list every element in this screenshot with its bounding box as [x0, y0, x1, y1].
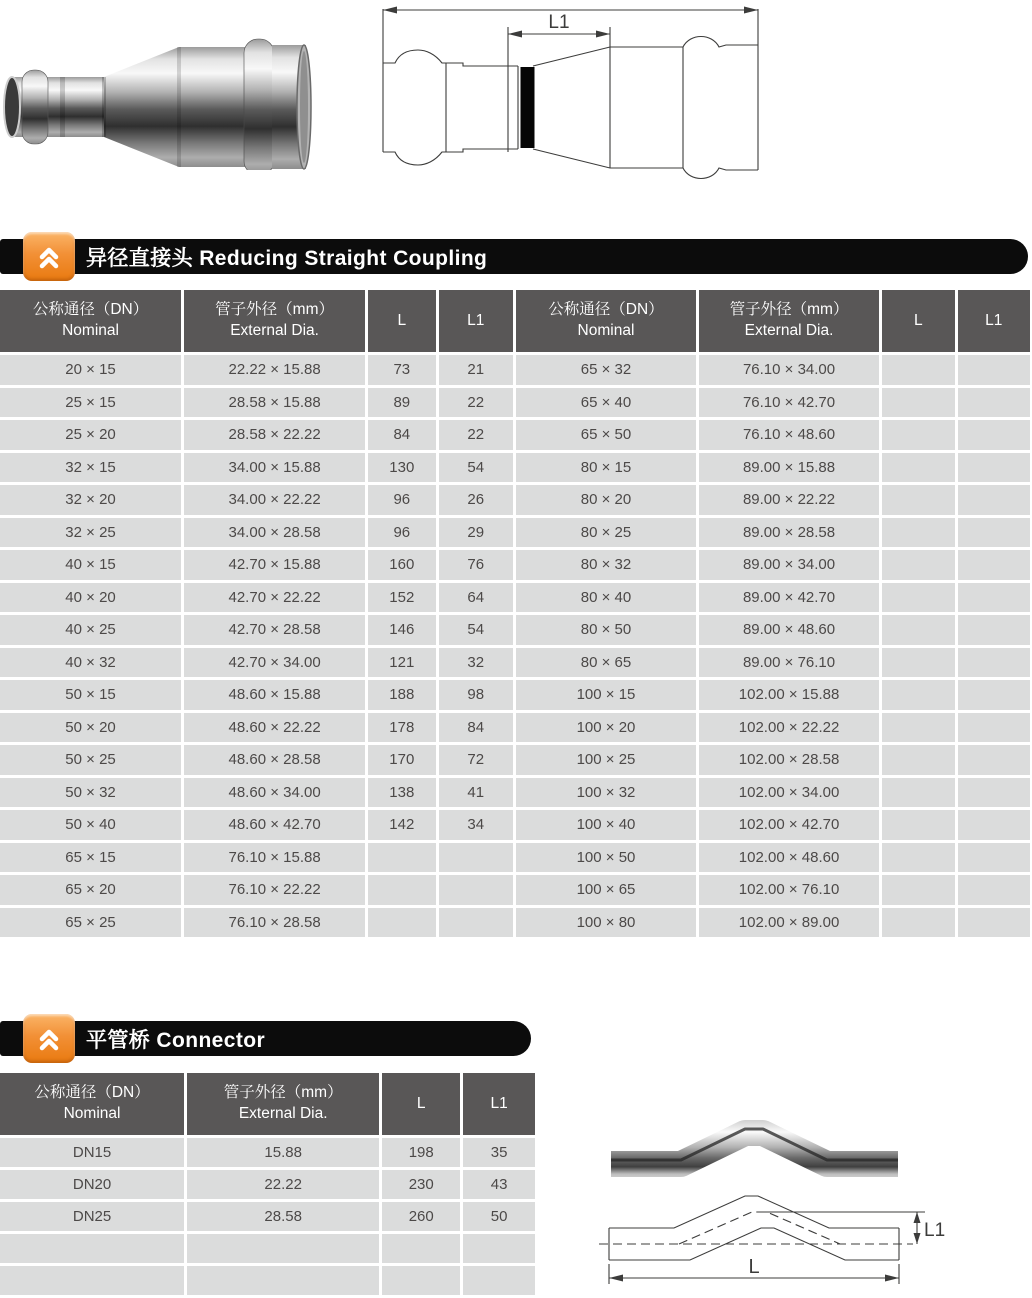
- table-cell: 48.60 × 15.88: [184, 680, 365, 710]
- table-row: [0, 420, 1030, 450]
- table-cell: 65 × 32: [516, 355, 696, 385]
- table-cell: [958, 615, 1031, 645]
- table-cell: 142: [368, 810, 435, 840]
- table-cell: [882, 908, 954, 938]
- table-cell: 102.00 × 48.60: [699, 843, 879, 873]
- table-cell: [958, 355, 1031, 385]
- dimension-l1-label: L1: [924, 1220, 946, 1241]
- table-cell: [882, 810, 954, 840]
- table-cell: 32: [439, 648, 513, 678]
- table-cell: 89.00 × 76.10: [699, 648, 879, 678]
- table-cell: 100 × 25: [516, 745, 696, 775]
- table-cell: [958, 713, 1031, 743]
- table-cell: 25 × 20: [0, 420, 181, 450]
- table-row: [0, 615, 1030, 645]
- table-cell: 96: [368, 518, 435, 548]
- section-header-connector: [0, 1021, 531, 1056]
- table-cell: [882, 518, 954, 548]
- double-chevron-up-icon: [23, 232, 75, 281]
- table-cell: [382, 1234, 460, 1263]
- reducing-coupling-photo: [2, 18, 314, 170]
- connector-size-table: [0, 1070, 538, 1298]
- table-cell: [882, 485, 954, 515]
- table-row: [0, 1138, 535, 1167]
- table-cell: 100 × 20: [516, 713, 696, 743]
- table-cell: 21: [439, 355, 513, 385]
- table-cell: 89.00 × 34.00: [699, 550, 879, 580]
- table-cell: 54: [439, 615, 513, 645]
- table-cell: 230: [382, 1170, 460, 1199]
- table-row: [0, 518, 1030, 548]
- table-cell: [463, 1266, 535, 1295]
- table-cell: 138: [368, 778, 435, 808]
- table-cell: [882, 745, 954, 775]
- table-cell: [368, 908, 435, 938]
- table-cell: [439, 908, 513, 938]
- table-cell: [882, 550, 954, 580]
- arrow-down-icon: [914, 1233, 921, 1244]
- section-header-reducing-coupling: [0, 239, 1028, 274]
- table-cell: DN15: [0, 1138, 184, 1167]
- table-cell: 188: [368, 680, 435, 710]
- table-cell: 26: [439, 485, 513, 515]
- table-cell: [958, 745, 1031, 775]
- table-cell: [958, 388, 1031, 418]
- table-cell: 40 × 25: [0, 615, 181, 645]
- arrow-right-icon: [885, 1275, 899, 1282]
- table-cell: DN20: [0, 1170, 184, 1199]
- table-cell: 89: [368, 388, 435, 418]
- table-row: [0, 745, 1030, 775]
- table-cell: 76.10 × 22.22: [184, 875, 365, 905]
- table-cell: [958, 875, 1031, 905]
- table-cell: 32 × 25: [0, 518, 181, 548]
- table-cell: 102.00 × 22.22: [699, 713, 879, 743]
- table-cell: 34.00 × 15.88: [184, 453, 365, 483]
- table-cell: 34: [439, 810, 513, 840]
- table-cell: [368, 843, 435, 873]
- header-row: [0, 1073, 535, 1135]
- table-cell: 100 × 40: [516, 810, 696, 840]
- table-cell: 40 × 32: [0, 648, 181, 678]
- table-cell: [382, 1266, 460, 1295]
- table-cell: 35: [463, 1138, 535, 1167]
- table-cell: [882, 680, 954, 710]
- table-cell: 40 × 15: [0, 550, 181, 580]
- table-cell: 76.10 × 34.00: [699, 355, 879, 385]
- dimension-l1-label: L1: [548, 12, 570, 33]
- table-cell: 102.00 × 42.70: [699, 810, 879, 840]
- table-cell: 100 × 80: [516, 908, 696, 938]
- table-cell: [958, 453, 1031, 483]
- table-cell: 89.00 × 28.58: [699, 518, 879, 548]
- table-cell: 22.22 × 15.88: [184, 355, 365, 385]
- table-cell: [958, 680, 1031, 710]
- connector-figure: [595, 1118, 1032, 1298]
- table-cell: 72: [439, 745, 513, 775]
- table-cell: 100 × 15: [516, 680, 696, 710]
- table-cell: 80 × 15: [516, 453, 696, 483]
- table-cell: 29: [439, 518, 513, 548]
- press-seal-band: [521, 67, 535, 148]
- column-header: L1: [463, 1073, 535, 1135]
- column-header: 公称通径（DN） Nominal: [0, 1073, 184, 1135]
- table-cell: [0, 1266, 184, 1295]
- table-cell: 102.00 × 15.88: [699, 680, 879, 710]
- double-chevron-up-icon: [23, 1014, 75, 1063]
- table-cell: 121: [368, 648, 435, 678]
- table-cell: 48.60 × 42.70: [184, 810, 365, 840]
- table-cell: 76: [439, 550, 513, 580]
- table-cell: [958, 485, 1031, 515]
- table-cell: 28.58 × 15.88: [184, 388, 365, 418]
- table-cell: 22: [439, 420, 513, 450]
- table-cell: [958, 843, 1031, 873]
- table-row: [0, 680, 1030, 710]
- table-cell: [882, 420, 954, 450]
- table-cell: [882, 453, 954, 483]
- table-cell: 89.00 × 22.22: [699, 485, 879, 515]
- table-cell: 50 × 15: [0, 680, 181, 710]
- table-cell: 76.10 × 48.60: [699, 420, 879, 450]
- reducing-coupling-size-table: [0, 287, 1032, 940]
- table-cell: 73: [368, 355, 435, 385]
- table-cell: [882, 355, 954, 385]
- column-header: 管子外径（mm） External Dia.: [699, 290, 879, 352]
- table-cell: [882, 713, 954, 743]
- table-cell: 15.88: [187, 1138, 379, 1167]
- table-cell: [463, 1234, 535, 1263]
- table-row: [0, 1234, 535, 1263]
- table-cell: 198: [382, 1138, 460, 1167]
- table-row: [0, 550, 1030, 580]
- table-cell: DN25: [0, 1202, 184, 1231]
- table-cell: 32 × 20: [0, 485, 181, 515]
- table-cell: 50 × 25: [0, 745, 181, 775]
- table-cell: 80 × 50: [516, 615, 696, 645]
- table-cell: 50 × 32: [0, 778, 181, 808]
- section-title: 异径直接头 Reducing Straight Coupling: [86, 246, 488, 270]
- table-cell: [882, 388, 954, 418]
- table-cell: [882, 615, 954, 645]
- table-cell: 25 × 15: [0, 388, 181, 418]
- table-cell: [882, 843, 954, 873]
- column-header: L: [882, 290, 954, 352]
- table-cell: 42.70 × 15.88: [184, 550, 365, 580]
- table-cell: 170: [368, 745, 435, 775]
- arrow-left-icon: [508, 31, 522, 38]
- column-header: L1: [439, 290, 513, 352]
- arrow-right-icon: [744, 7, 758, 14]
- table-cell: 89.00 × 15.88: [699, 453, 879, 483]
- table-cell: 76.10 × 15.88: [184, 843, 365, 873]
- table-cell: [958, 810, 1031, 840]
- table-cell: [882, 778, 954, 808]
- table-cell: [958, 778, 1031, 808]
- table-cell: 102.00 × 76.10: [699, 875, 879, 905]
- table-cell: 32 × 15: [0, 453, 181, 483]
- dimension-l-overall: [383, 7, 758, 64]
- table-row: [0, 778, 1030, 808]
- table-cell: 100 × 50: [516, 843, 696, 873]
- table-cell: 34.00 × 28.58: [184, 518, 365, 548]
- table-cell: [958, 420, 1031, 450]
- section-title: 平管桥 Connector: [86, 1028, 266, 1052]
- table-cell: 65 × 50: [516, 420, 696, 450]
- table-cell: 80 × 40: [516, 583, 696, 613]
- column-header: 管子外径（mm） External Dia.: [184, 290, 365, 352]
- table-cell: 42.70 × 22.22: [184, 583, 365, 613]
- table-cell: 50 × 40: [0, 810, 181, 840]
- table-cell: 42.70 × 34.00: [184, 648, 365, 678]
- table-cell: [882, 875, 954, 905]
- coupling-outline: [383, 37, 758, 179]
- table-cell: [368, 875, 435, 905]
- table-cell: [958, 550, 1031, 580]
- column-header: L: [382, 1073, 460, 1135]
- table-cell: [958, 908, 1031, 938]
- table-cell: 34.00 × 22.22: [184, 485, 365, 515]
- table-row: [0, 843, 1030, 873]
- table-cell: 160: [368, 550, 435, 580]
- table-cell: 54: [439, 453, 513, 483]
- arrow-left-icon: [609, 1275, 623, 1282]
- reducing-coupling-dimension-drawing: [372, 0, 770, 205]
- table-cell: 48.60 × 34.00: [184, 778, 365, 808]
- table-cell: 65 × 15: [0, 843, 181, 873]
- table-cell: [958, 518, 1031, 548]
- table-cell: [439, 875, 513, 905]
- table-cell: 146: [368, 615, 435, 645]
- table-cell: 48.60 × 28.58: [184, 745, 365, 775]
- table-cell: 28.58: [187, 1202, 379, 1231]
- table-cell: [187, 1234, 379, 1263]
- table-cell: 50: [463, 1202, 535, 1231]
- table-cell: 28.58 × 22.22: [184, 420, 365, 450]
- table-cell: [882, 583, 954, 613]
- table-cell: [439, 843, 513, 873]
- column-header: 公称通径（DN） Nominal: [516, 290, 696, 352]
- hump-centerline: [679, 1212, 840, 1244]
- table-cell: 102.00 × 89.00: [699, 908, 879, 938]
- table-cell: [187, 1266, 379, 1295]
- table-cell: 89.00 × 48.60: [699, 615, 879, 645]
- column-header: L: [368, 290, 435, 352]
- table-cell: 50 × 20: [0, 713, 181, 743]
- coupling-body: [4, 39, 311, 170]
- connector-photo: [611, 1129, 898, 1164]
- arrow-up-icon: [914, 1212, 921, 1223]
- table-cell: [958, 583, 1031, 613]
- dimension-l-label: L: [748, 1256, 760, 1278]
- column-header: 公称通径（DN） Nominal: [0, 290, 181, 352]
- table-cell: 152: [368, 583, 435, 613]
- table-cell: 102.00 × 34.00: [699, 778, 879, 808]
- table-row: [0, 388, 1030, 418]
- table-row: [0, 583, 1030, 613]
- table-cell: 100 × 32: [516, 778, 696, 808]
- table-cell: 22.22: [187, 1170, 379, 1199]
- table-cell: [882, 648, 954, 678]
- table-cell: 20 × 15: [0, 355, 181, 385]
- table-cell: 80 × 32: [516, 550, 696, 580]
- column-header: 管子外径（mm） External Dia.: [187, 1073, 379, 1135]
- table-row: [0, 875, 1030, 905]
- table-cell: 65 × 20: [0, 875, 181, 905]
- table-row: [0, 355, 1030, 385]
- table-cell: 48.60 × 22.22: [184, 713, 365, 743]
- table-cell: 100 × 65: [516, 875, 696, 905]
- table-cell: 42.70 × 28.58: [184, 615, 365, 645]
- table-row: [0, 1266, 535, 1295]
- table-cell: 43: [463, 1170, 535, 1199]
- column-header: L1: [958, 290, 1031, 352]
- table-cell: [958, 648, 1031, 678]
- table-cell: 84: [368, 420, 435, 450]
- arrow-right-icon: [596, 31, 610, 38]
- table-cell: 65 × 40: [516, 388, 696, 418]
- table-cell: 260: [382, 1202, 460, 1231]
- dimension-l1: [914, 1212, 946, 1244]
- table-cell: 98: [439, 680, 513, 710]
- table-cell: 76.10 × 42.70: [699, 388, 879, 418]
- table-cell: 80 × 20: [516, 485, 696, 515]
- table-cell: 102.00 × 28.58: [699, 745, 879, 775]
- table-cell: 64: [439, 583, 513, 613]
- table-cell: 80 × 25: [516, 518, 696, 548]
- table-row: [0, 810, 1030, 840]
- table-cell: 96: [368, 485, 435, 515]
- table-cell: 178: [368, 713, 435, 743]
- table-cell: 41: [439, 778, 513, 808]
- table-row: [0, 908, 1030, 938]
- table-cell: [0, 1234, 184, 1263]
- table-cell: 22: [439, 388, 513, 418]
- table-row: [0, 713, 1030, 743]
- table-cell: 84: [439, 713, 513, 743]
- table-row: [0, 1170, 535, 1199]
- table-row: [0, 453, 1030, 483]
- header-row: [0, 290, 1030, 352]
- table-cell: 76.10 × 28.58: [184, 908, 365, 938]
- table-cell: 130: [368, 453, 435, 483]
- table-row: [0, 1202, 535, 1231]
- table-row: [0, 648, 1030, 678]
- table-cell: 89.00 × 42.70: [699, 583, 879, 613]
- arrow-left-icon: [383, 7, 397, 14]
- table-cell: 65 × 25: [0, 908, 181, 938]
- table-row: [0, 485, 1030, 515]
- table-cell: 40 × 20: [0, 583, 181, 613]
- connector-dimension-drawing: [599, 1196, 945, 1284]
- table-cell: 80 × 65: [516, 648, 696, 678]
